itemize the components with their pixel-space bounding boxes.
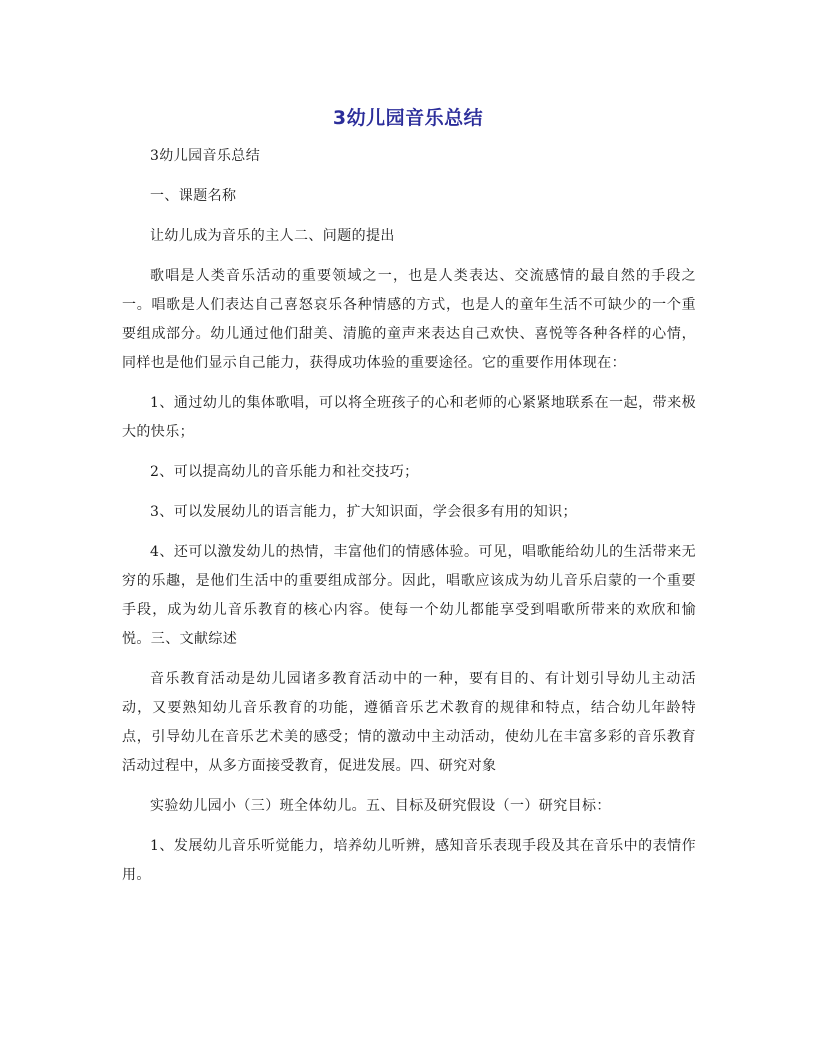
- paragraph-section-1: 一、课题名称: [150, 188, 237, 204]
- paragraph-intro: 歌唱是人类音乐活动的重要领域之一，也是人类表达、交流感情的最自然的手段之一。唱歌是人们表达自己喜怒哀乐各种情感的方式，也是人的童年生活不可缺少的一个重要组成部分。幼儿通过他们甜美、清脆的童声来表达自己欢快、喜悦等各种各样的心情，同样也是他们显示自己能力，获得成功体验的重要途径。它的重要作用体现在：: [122, 268, 696, 371]
- document-body: [122, 142, 696, 901]
- paragraph-point-3: 3、可以发展幼儿的语言能力，扩大知识面，学会很多有用的知识；: [150, 504, 577, 520]
- document-title: 3幼儿园音乐总结: [332, 107, 484, 129]
- paragraph-subjects: 实验幼儿园小（三）班全体幼儿。五、目标及研究假设（一）研究目标：: [150, 798, 611, 814]
- paragraph-point-1: 1、通过幼儿的集体歌唱，可以将全班孩子的心和老师的心紧紧地联系在一起，带来极大的快乐；: [122, 395, 696, 440]
- paragraph-topic: 让幼儿成为音乐的主人二、问题的提出: [150, 228, 395, 244]
- paragraph-heading: 3幼儿园音乐总结: [150, 148, 261, 164]
- paragraph-literature: 音乐教育活动是幼儿园诸多教育活动中的一种，要有目的、有计划引导幼儿主动活动，又要熟知幼儿音乐教育的功能，遵循音乐艺术教育的规律和特点，结合幼儿年龄特点，引导幼儿在音乐艺术美的感受；情的激动中主动活动，使幼儿在丰富多彩的音乐教育活动过程中，从多方面接受教育，促进发展。四、研究对象: [122, 671, 696, 774]
- paragraph-goal-1: 1、发展幼儿音乐听觉能力，培养幼儿听辨，感知音乐表现手段及其在音乐中的表情作用。: [122, 838, 696, 883]
- paragraph-point-4: 4、还可以激发幼儿的热情，丰富他们的情感体验。可见，唱歌能给幼儿的生活带来无穷的乐趣，是他们生活中的重要组成部分。因此，唱歌应该成为幼儿音乐启蒙的一个重要手段，成为幼儿音乐教育的核心内容。使每一个幼儿都能享受到唱歌所带来的欢欣和愉悦。三、文献综述: [122, 544, 696, 647]
- paragraph-point-2: 2、可以提高幼儿的音乐能力和社交技巧；: [150, 464, 419, 480]
